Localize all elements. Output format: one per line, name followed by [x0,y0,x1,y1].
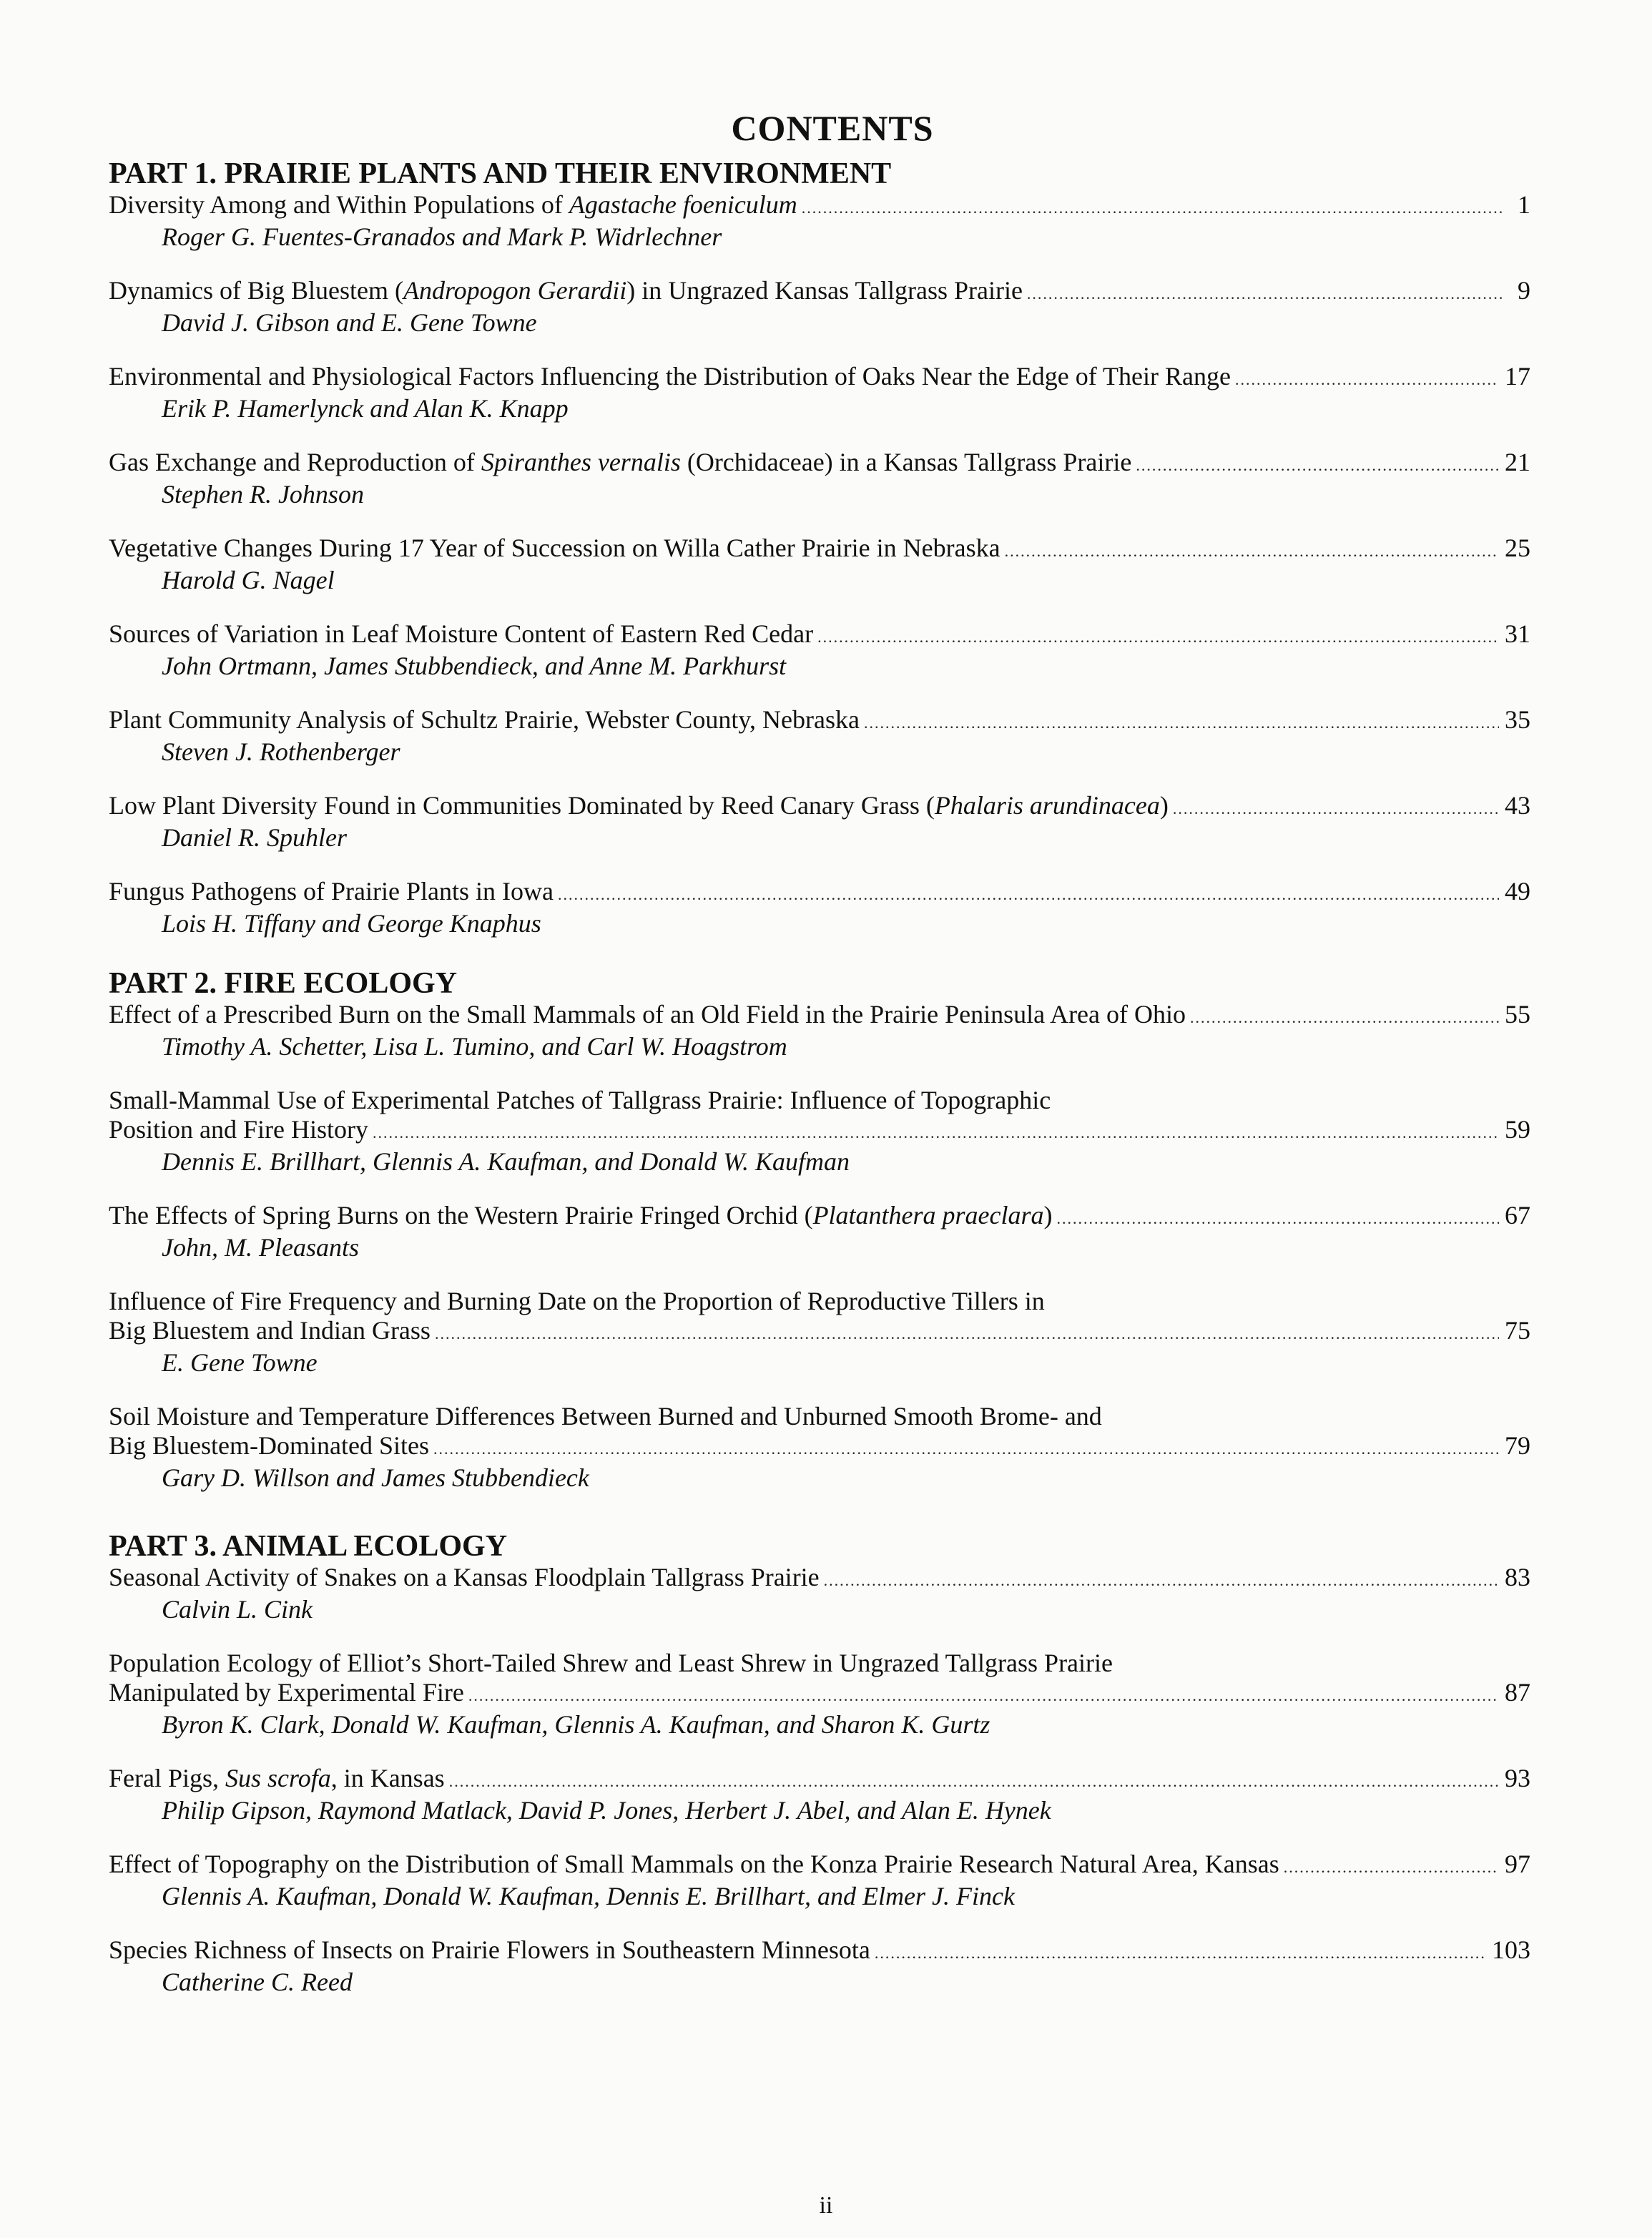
entry-title-line [109,1000,1530,1032]
entry-page-number: 83 [1505,1563,1530,1591]
toc-entry [109,1201,1530,1262]
entry-title [109,448,1131,477]
entry-title-text: Effect of Topography on the Distribution of Small Mammals on the Konza Prairie Research Natural Area, Kansas [109,1850,1279,1878]
entry-title [109,276,1023,305]
entry-authors: E. Gene Towne [162,1348,318,1377]
entry-title [109,1850,1279,1879]
entry-authors: Lois H. Tiffany and George Knaphus [162,909,541,938]
entry-title-text: Sources of Variation in Leaf Moisture Content of Eastern Red Cedar [109,619,814,648]
dot-leader [875,1938,1486,1968]
entry-title-text: Big Bluestem and Indian Grass [109,1316,431,1345]
entry-authors: Gary D. Willson and James Stubbendieck [162,1463,589,1492]
entry-page-number: 1 [1518,190,1530,219]
entry-title-line [109,1201,1530,1233]
page-title: CONTENTS [731,108,934,148]
entry-title [109,190,797,220]
entry-title [109,1201,1053,1230]
entry-title-line [109,705,1530,737]
entry-title-line: Small-Mammal Use of Experimental Patches of Tallgrass Prairie: Influence of Topographic [109,1086,1051,1114]
entry-title-text: (Orchidaceae) in a Kansas Tallgrass Prairie [680,448,1132,476]
entry-page-number: 35 [1505,705,1530,734]
entry-page-number: 31 [1505,619,1530,648]
entry-title-text: Plant Community Analysis of Schultz Prairie, Webster County, Nebraska [109,705,860,734]
entry-page-number: 93 [1505,1764,1530,1792]
toc-entry [109,534,1530,595]
entry-title-italic: Platanthera praeclara [812,1201,1044,1230]
toc-entry [109,1649,1530,1739]
entry-title-text: Position and Fire History [109,1115,369,1144]
part-heading: PART 1. PRAIRIE PLANTS AND THEIR ENVIRONMENT [109,157,892,190]
toc-entry [109,190,1530,252]
entry-title-text: Feral Pigs, [109,1764,226,1792]
entry-page-number: 103 [1492,1935,1530,1964]
toc-entry [109,791,1530,853]
entry-title-line [109,1850,1530,1882]
entry-title [109,1935,870,1965]
entry-page-number: 49 [1505,877,1530,905]
entry-page-number: 21 [1505,448,1530,476]
entry-title [109,362,1231,391]
entry-title-line [109,276,1530,308]
dot-leader [1136,451,1499,480]
entry-title [109,534,1000,563]
entry-title-line: Population Ecology of Elliot’s Short-Tailed Shrew and Least Shrew in Ungrazed Tallgrass Prairie [109,1649,1113,1677]
entry-authors: Roger G. Fuentes-Granados and Mark P. Widrlechner [162,222,722,251]
dot-leader [824,1566,1499,1595]
toc-entry [109,1402,1530,1493]
entry-title-text: ) [1043,1201,1053,1230]
entry-title-text: Vegetative Changes During 17 Year of Succession on Willa Cather Prairie in Nebraska [109,534,1000,562]
entry-title-line [109,1431,1530,1463]
entry-title-text: Low Plant Diversity Found in Communities Dominated by Reed Canary Grass ( [109,791,935,820]
entry-authors: Calvin L. Cink [162,1595,313,1624]
entry-title-text: ) in Ungrazed Kansas Tallgrass Prairie [626,276,1023,305]
entry-title [109,705,860,735]
entry-title-text: Environmental and Physiological Factors Influencing the Distribution of Oaks Near the Edge of Their Range [109,362,1231,391]
entry-title [109,1115,368,1144]
entry-authors: Dennis E. Brillhart, Glennis A. Kaufman, and Donald W. Kaufman [162,1147,850,1176]
entry-title-line [109,362,1530,394]
dot-leader [1190,1003,1499,1032]
entry-title-line [109,1563,1530,1595]
entry-authors: John Ortmann, James Stubbendieck, and Anne M. Parkhurst [162,652,787,680]
entry-page-number: 67 [1505,1201,1530,1230]
entry-title [109,1316,431,1345]
entry-authors: Philip Gipson, Raymond Matlack, David P. Jones, Herbert J. Abel, and Alan E. Hynek [162,1796,1051,1825]
entry-title [109,1678,464,1707]
entry-title-text: , in Kansas [330,1764,445,1792]
dot-leader [558,880,1499,909]
entry-title-text: ) [1159,791,1169,820]
entry-title-text: The Effects of Spring Burns on the Western Prairie Fringed Orchid ( [109,1201,813,1230]
toc-entry [109,1935,1530,1997]
entry-title-text: Fungus Pathogens of Prairie Plants in Iowa [109,877,554,905]
contents-list [109,157,1530,1997]
entry-title-text: Gas Exchange and Reproduction of [109,448,481,476]
part-section [109,1530,1530,1997]
entry-title-line [109,1764,1530,1796]
entry-title-line: Soil Moisture and Temperature Differences Between Burned and Unburned Smooth Brome- and [109,1402,1102,1430]
entry-title-italic: Spiranthes vernalis [481,448,681,476]
entry-authors: Erik P. Hamerlynck and Alan K. Knapp [162,394,569,423]
entry-title [109,1431,429,1461]
dot-leader [1235,365,1499,394]
dot-leader [1005,536,1499,566]
page-number: ii [819,2192,833,2219]
entry-page-number: 25 [1505,534,1530,562]
entry-title-text: Manipulated by Experimental Fire [109,1678,464,1707]
part-section [109,157,1530,938]
entry-page-number: 75 [1505,1316,1530,1345]
entry-title-line [109,1678,1530,1710]
entry-title-line [109,619,1530,652]
entry-authors: Byron K. Clark, Donald W. Kaufman, Glennis A. Kaufman, and Sharon K. Gurtz [162,1710,990,1739]
entry-page-number: 87 [1505,1678,1530,1707]
entry-title-line [109,1115,1530,1147]
entry-title-text: Dynamics of Big Bluestem ( [109,276,403,305]
entry-authors: Steven J. Rothenberger [162,737,400,766]
entry-title [109,1764,445,1793]
dot-leader [373,1118,1499,1147]
entry-page-number: 79 [1505,1431,1530,1460]
toc-entry [109,448,1530,509]
entry-authors: Stephen R. Johnson [162,480,364,509]
entry-title-line: Influence of Fire Frequency and Burning Date on the Proportion of Reproductive Tillers in [109,1287,1045,1315]
entry-title-line [109,1316,1530,1348]
toc-entry [109,362,1530,423]
entry-title-line [109,190,1530,222]
entry-authors: Timothy A. Schetter, Lisa L. Tumino, and Carl W. Hoagstrom [162,1032,787,1061]
dot-leader [1027,279,1503,308]
part-heading: PART 3. ANIMAL ECOLOGY [109,1530,508,1563]
entry-title-italic: Andropogon Gerardii [403,276,627,305]
entry-title-line [109,877,1530,909]
entry-page-number: 43 [1505,791,1530,820]
entry-title-text: Big Bluestem-Dominated Sites [109,1431,429,1460]
toc-entry [109,1000,1530,1061]
entry-page-number: 59 [1505,1115,1530,1144]
entry-title [109,619,813,649]
entry-title-text: Seasonal Activity of Snakes on a Kansas Floodplain Tallgrass Prairie [109,1563,820,1591]
entry-authors: Glennis A. Kaufman, Donald W. Kaufman, Dennis E. Brillhart, and Elmer J. Finck [162,1882,1015,1910]
toc-entry [109,1764,1530,1825]
entry-title-italic: Sus scrofa [225,1764,331,1792]
toc-entry [109,1563,1530,1624]
dot-leader [468,1681,1499,1710]
part-heading: PART 2. FIRE ECOLOGY [109,967,458,1000]
dot-leader [1284,1852,1499,1882]
dot-leader [433,1434,1499,1463]
entry-title [109,1563,820,1592]
entry-page-number: 9 [1518,276,1530,305]
entry-title-text: Diversity Among and Within Populations of [109,190,569,219]
toc-entry [109,1086,1530,1177]
dot-leader [817,622,1499,652]
entry-page-number: 97 [1505,1850,1530,1878]
entry-title-line [109,1935,1530,1968]
dot-leader [802,193,1503,222]
entry-authors: Catherine C. Reed [162,1968,353,1996]
entry-title-italic: Agastache foeniculum [569,190,797,219]
entry-title-line [109,534,1530,566]
dot-leader [449,1767,1499,1796]
entry-title-text: Species Richness of Insects on Prairie Flowers in Southeastern Minnesota [109,1935,870,1964]
dot-leader [864,708,1499,737]
entry-title [109,1000,1186,1029]
entry-page-number: 55 [1505,1000,1530,1029]
toc-entry [109,705,1530,767]
toc-entry [109,276,1530,338]
entry-title [109,791,1169,820]
contents-page [109,107,1530,2021]
toc-entry [109,619,1530,681]
toc-entry [109,1850,1530,1911]
entry-authors: Daniel R. Spuhler [162,823,347,852]
entry-title-text: Effect of a Prescribed Burn on the Small Mammals of an Old Field in the Prairie Peninsula Area of Ohio [109,1000,1186,1029]
entry-authors: David J. Gibson and E. Gene Towne [162,308,537,337]
part-section [109,967,1530,1493]
entry-title [109,877,554,906]
dot-leader [1057,1204,1499,1233]
toc-entry [109,877,1530,938]
entry-title-line [109,448,1530,480]
entry-title-italic: Phalaris arundinacea [934,791,1160,820]
entry-authors: Harold G. Nagel [162,566,335,594]
toc-entry [109,1287,1530,1378]
entry-authors: John, M. Pleasants [162,1233,359,1262]
entry-title-line [109,791,1530,823]
dot-leader [435,1319,1499,1348]
dot-leader [1173,794,1499,823]
entry-page-number: 17 [1505,362,1530,391]
